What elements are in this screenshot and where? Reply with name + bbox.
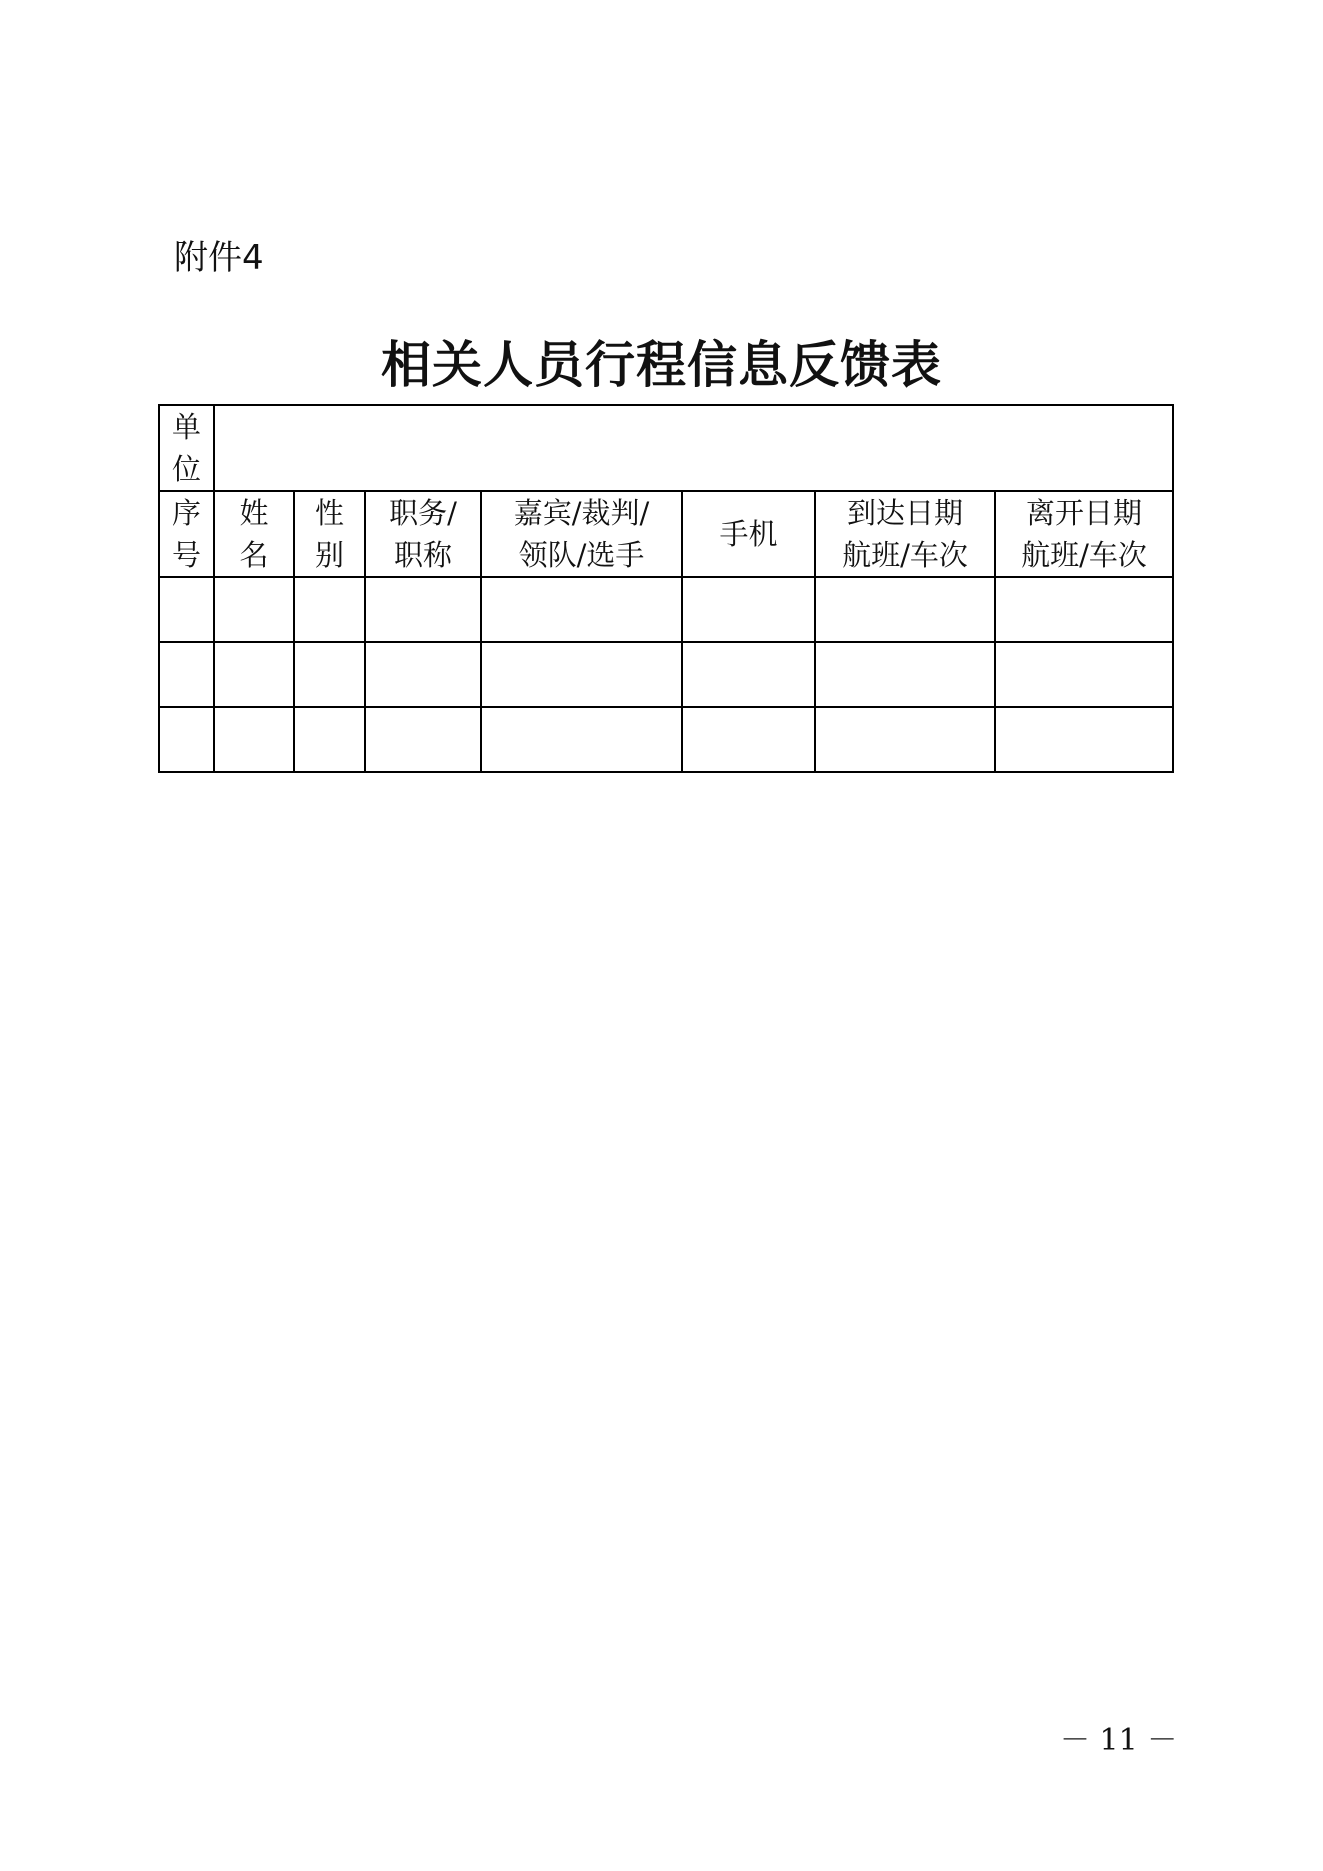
table-cell[interactable] [294,642,365,707]
table-cell[interactable] [294,577,365,642]
header-departure: 离开日期 航班/车次 [995,491,1173,577]
table-cell[interactable] [365,577,481,642]
header-name: 姓 名 [214,491,294,577]
header-role: 嘉宾/裁判/ 领队/选手 [481,491,682,577]
header-row [159,491,1173,577]
table-row [159,642,1173,707]
table-row [159,707,1173,772]
table-cell[interactable] [481,707,682,772]
table-row [159,577,1173,642]
table-cell[interactable] [995,642,1173,707]
table-cell[interactable] [214,642,294,707]
table-cell[interactable] [815,707,995,772]
table-cell[interactable] [159,642,214,707]
unit-row [159,405,1173,491]
table-cell[interactable] [365,707,481,772]
table-cell[interactable] [682,577,815,642]
attachment-label: 附件4 [174,238,264,278]
table-cell[interactable] [481,577,682,642]
header-position-title: 职务/ 职称 [365,491,481,577]
header-gender: 性 别 [294,491,365,577]
unit-label: 单 位 [159,405,214,491]
table-cell[interactable] [815,577,995,642]
page-number: － 11 － [1060,1723,1178,1758]
header-mobile: 手机 [682,491,815,577]
table-cell[interactable] [159,707,214,772]
table-cell[interactable] [682,642,815,707]
table-cell[interactable] [995,707,1173,772]
table-cell[interactable] [995,577,1173,642]
table-cell[interactable] [159,577,214,642]
table-cell[interactable] [682,707,815,772]
table-cell[interactable] [294,707,365,772]
table-cell[interactable] [214,577,294,642]
table-cell[interactable] [815,642,995,707]
table-cell[interactable] [481,642,682,707]
header-arrival: 到达日期 航班/车次 [815,491,995,577]
unit-value-cell[interactable] [214,405,1173,491]
page-title: 相关人员行程信息反馈表 [381,335,942,394]
table-cell[interactable] [365,642,481,707]
header-serial-number: 序 号 [159,491,214,577]
itinerary-feedback-table [158,404,1174,773]
table-cell[interactable] [214,707,294,772]
